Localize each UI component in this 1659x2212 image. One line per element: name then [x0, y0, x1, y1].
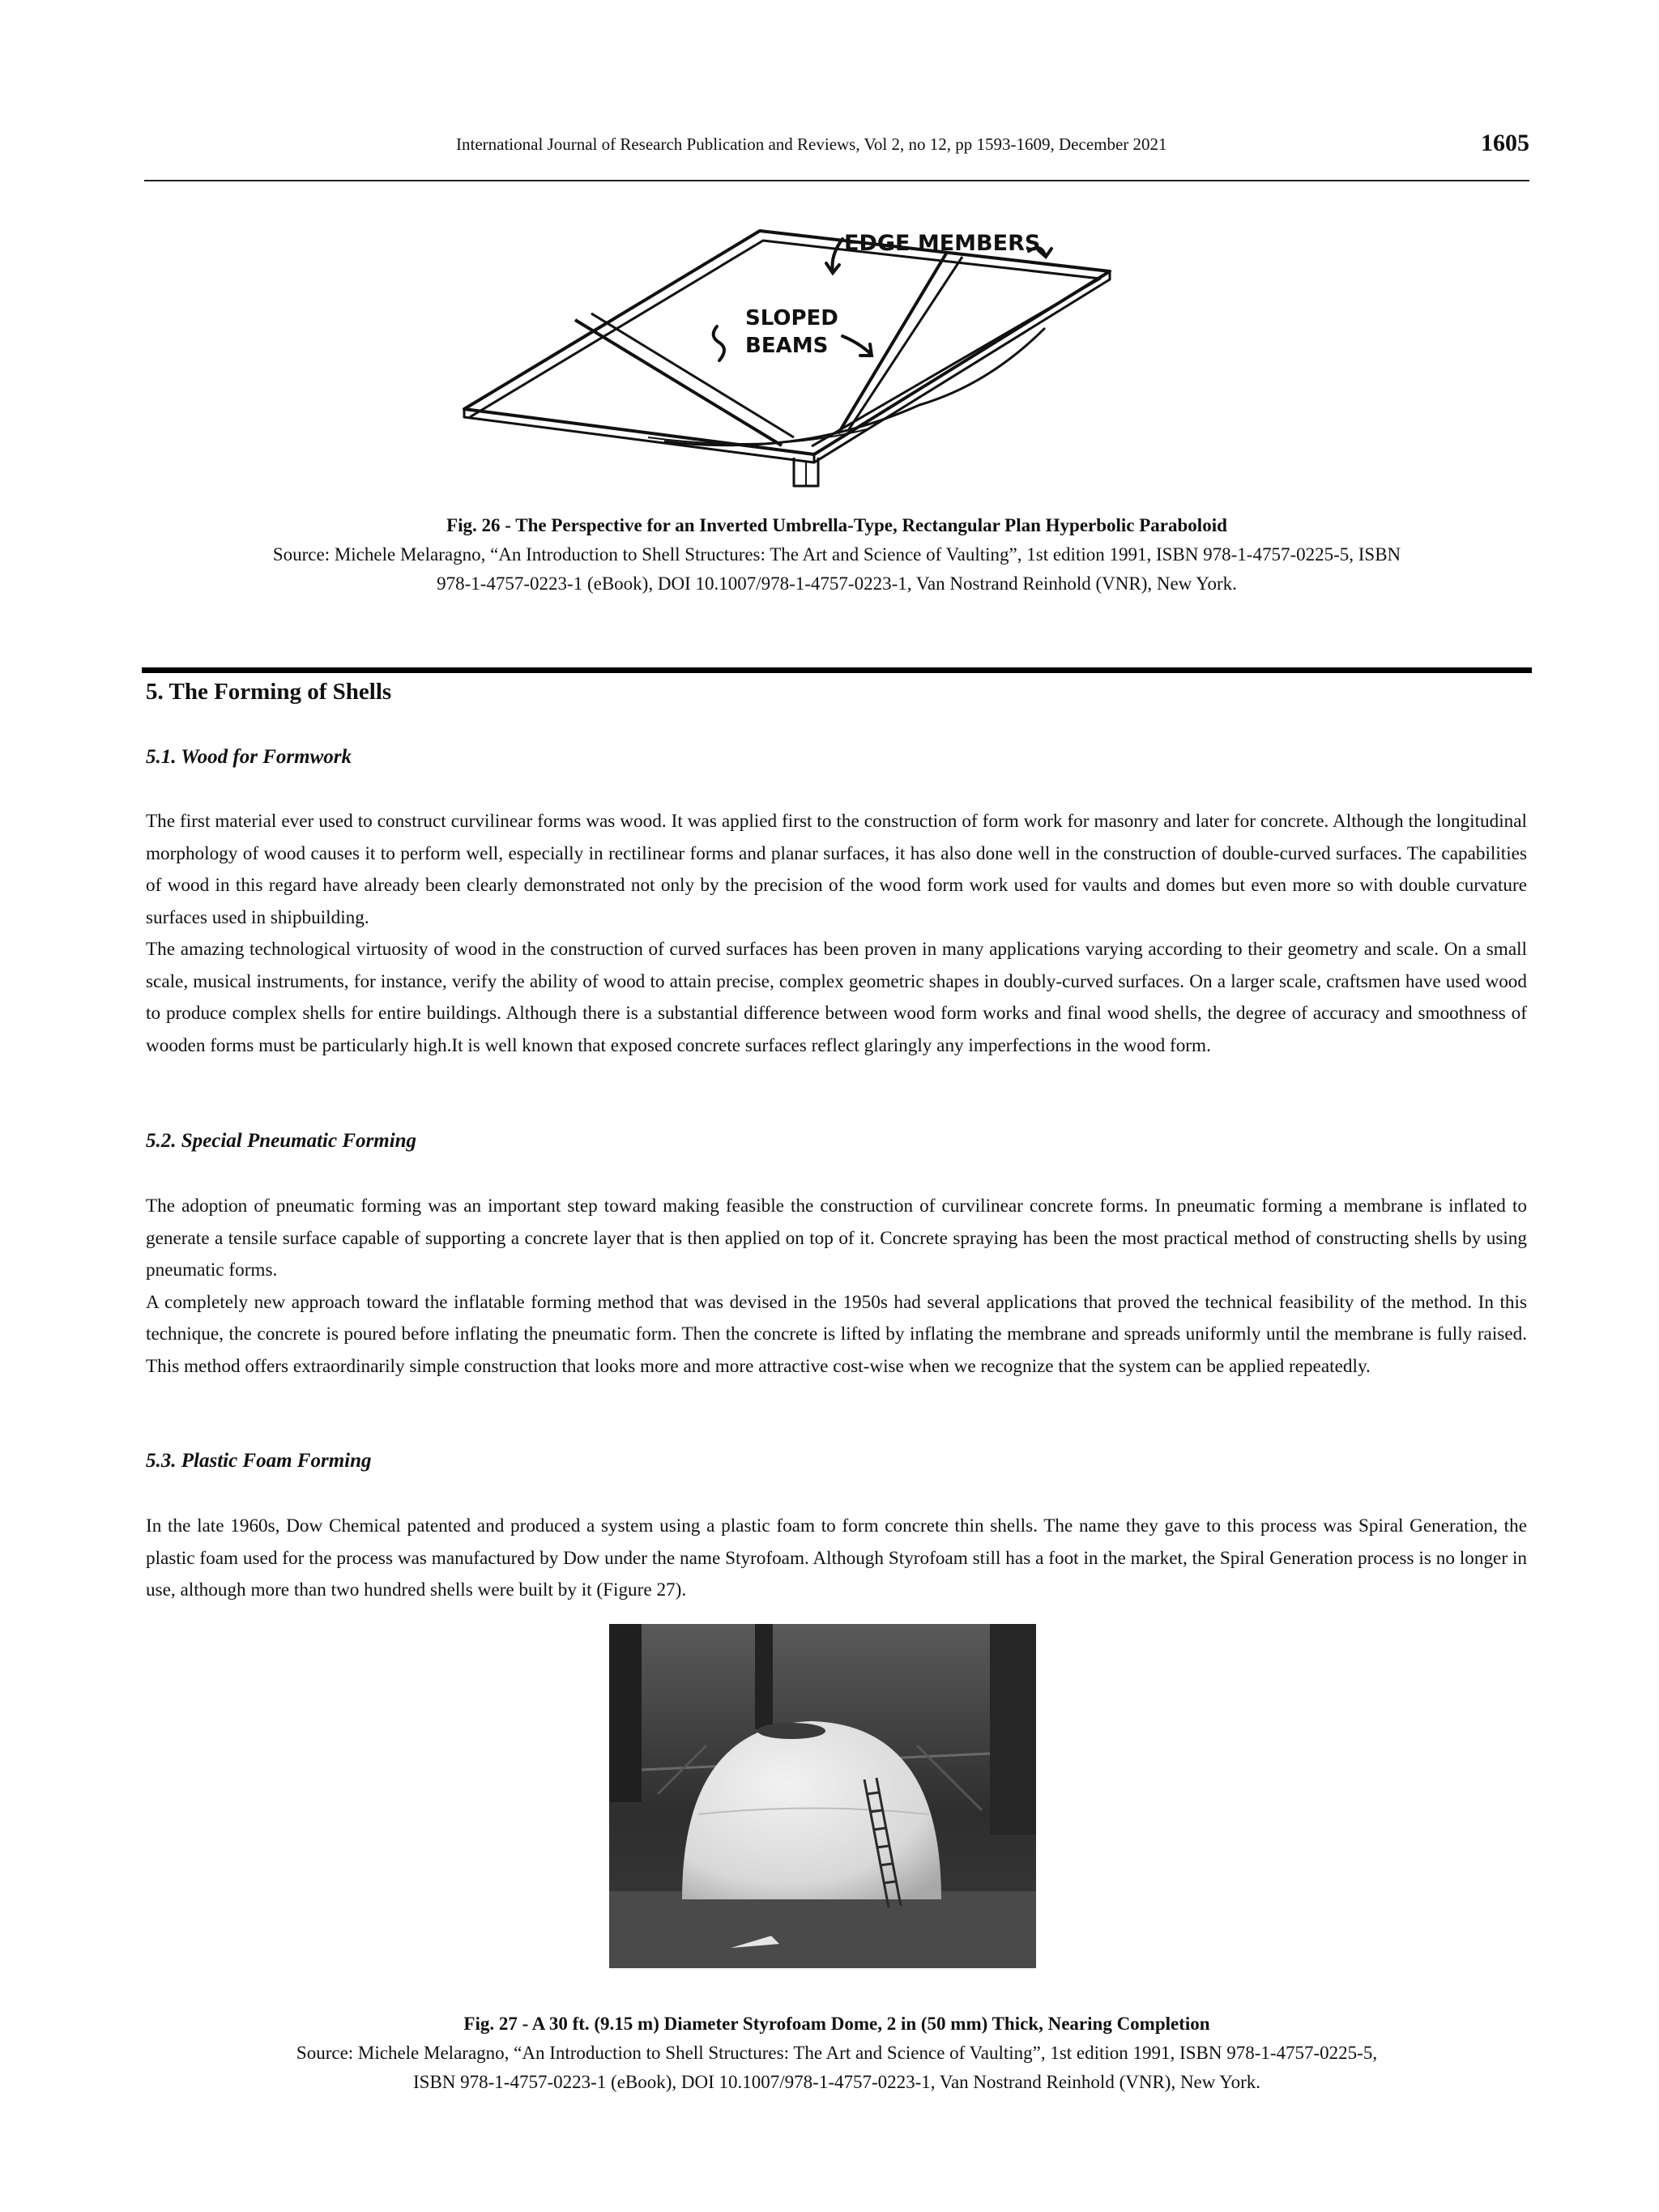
figure-27-caption [144, 2010, 1529, 2097]
section-heading-5: 5. The Forming of Shells [146, 679, 392, 705]
figure-26-caption [144, 511, 1529, 599]
arrow-edge-members-left [826, 239, 842, 273]
figure-27-photo [609, 1624, 1036, 1968]
label-beams: BEAMS [745, 334, 829, 358]
header-divider [144, 180, 1529, 181]
journal-citation: International Journal of Research Publication and Reviews, Vol 2, no 12, pp 1593-1609, December 2021 [456, 134, 1167, 154]
label-sloped: SLOPED [745, 306, 838, 330]
subsection-5-2-body [146, 1191, 1527, 1383]
subsection-5-3-body [146, 1511, 1527, 1607]
arrow-beams-right [842, 336, 872, 356]
paragraph: In the late 1960s, Dow Chemical patented and produced a system using a plastic foam to form concrete thin shells. The name they gave to this process was Spiral Generation, the plastic foam used for the process was manufactured by Dow under the name Styrofoam. Although Styrofoam still has a foot in the market, the Spiral Generation process is no longer in use, although more than two hundred shells were built by it (Figure 27). [146, 1515, 1527, 1600]
page-number: 1605 [1481, 130, 1529, 156]
figure-27-caption-title: Fig. 27 - A 30 ft. (9.15 m) Diameter Styrofoam Dome, 2 in (50 mm) Thick, Nearing Completion [463, 2014, 1210, 2034]
figure-26-caption-source-line-1: Source: Michele Melaragno, “An Introduction to Shell Structures: The Art and Science of Vaulting”, 1st edition 1991, ISBN 978-1-4757-0225-5, ISBN [272, 544, 1401, 565]
figure-26-caption-source-line-2: 978-1-4757-0223-1 (eBook), DOI 10.1007/978-1-4757-0223-1, Van Nostrand Reinhold (VNR), New York. [437, 573, 1237, 594]
arrow-sloped-left [714, 326, 724, 360]
subsection-heading-5-3: 5.3. Plastic Foam Forming [146, 1450, 372, 1472]
subsection-heading-5-1: 5.1. Wood for Formwork [146, 746, 352, 768]
figure-27-caption-source-line-2: ISBN 978-1-4757-0223-1 (eBook), DOI 10.1007/978-1-4757-0223-1, Van Nostrand Reinhold (VNR), New York. [413, 2072, 1260, 2092]
paragraph: The first material ever used to construct curvilinear forms was wood. It was applied first to the construction of form work for masonry and later for concrete. Although the longitudinal morphology of wood causes it to perform well, especially in rectilinear forms and planar surfaces, it has also done well in the construction of double-curved surfaces. The capabilities of wood in this regard have already been clearly demonstrated not only by the precision of the wood form work used for vaults and domes but even more so with double curvature surfaces used in shipbuilding. [146, 811, 1527, 928]
figure-27-caption-source-line-1: Source: Michele Melaragno, “An Introduction to Shell Structures: The Art and Science of Vaulting”, 1st edition 1991, ISBN 978-1-4757-0225-5, [296, 2043, 1378, 2063]
paragraph: The amazing technological virtuosity of wood in the construction of curved surfaces has been proven in many applications varying according to their geometry and scale. On a small scale, musical instruments, for instance, verify the ability of wood to attain precise, complex geometric shapes in doubly-curved surfaces. On a larger scale, craftsmen have used wood to produce complex shells for entire buildings. Although there is a substantial difference between wood form works and final wood shells, the degree of accuracy and smoothness of wooden forms must be particularly high.It is well known that exposed concrete surfaces reflect glaringly any imperfections in the wood form. [146, 939, 1527, 1056]
paragraph: The adoption of pneumatic forming was an important step toward making feasible the construction of curvilinear concrete forms. In pneumatic forming a membrane is inflated to generate a tensile surface capable of supporting a concrete layer that is then applied on top of it. Concrete spraying has been the most practical method of constructing shells by using pneumatic forms. [146, 1196, 1527, 1281]
figure-26-drawing [462, 215, 1118, 490]
subsection-heading-5-2: 5.2. Special Pneumatic Forming [146, 1130, 417, 1152]
page-header [144, 130, 1529, 178]
subsection-5-1-body [146, 806, 1527, 1062]
paragraph: A completely new approach toward the inflatable forming method that was devised in the 1950s had several applications that proved the technical feasibility of the method. In this technique, the concrete is poured before inflating the pneumatic form. Then the concrete is lifted by inflating the membrane and spreads uniformly until the membrane is fully raised. This method offers extraordinarily simple construction that looks more and more attractive cost-wise when we recognize that the system can be applied repeatedly. [146, 1291, 1527, 1377]
section-divider [142, 667, 1532, 673]
label-edge-members: EDGE MEMBERS [844, 231, 1041, 256]
figure-26-caption-title: Fig. 26 - The Perspective for an Inverted Umbrella-Type, Rectangular Plan Hyperbolic Paraboloid [446, 515, 1227, 535]
